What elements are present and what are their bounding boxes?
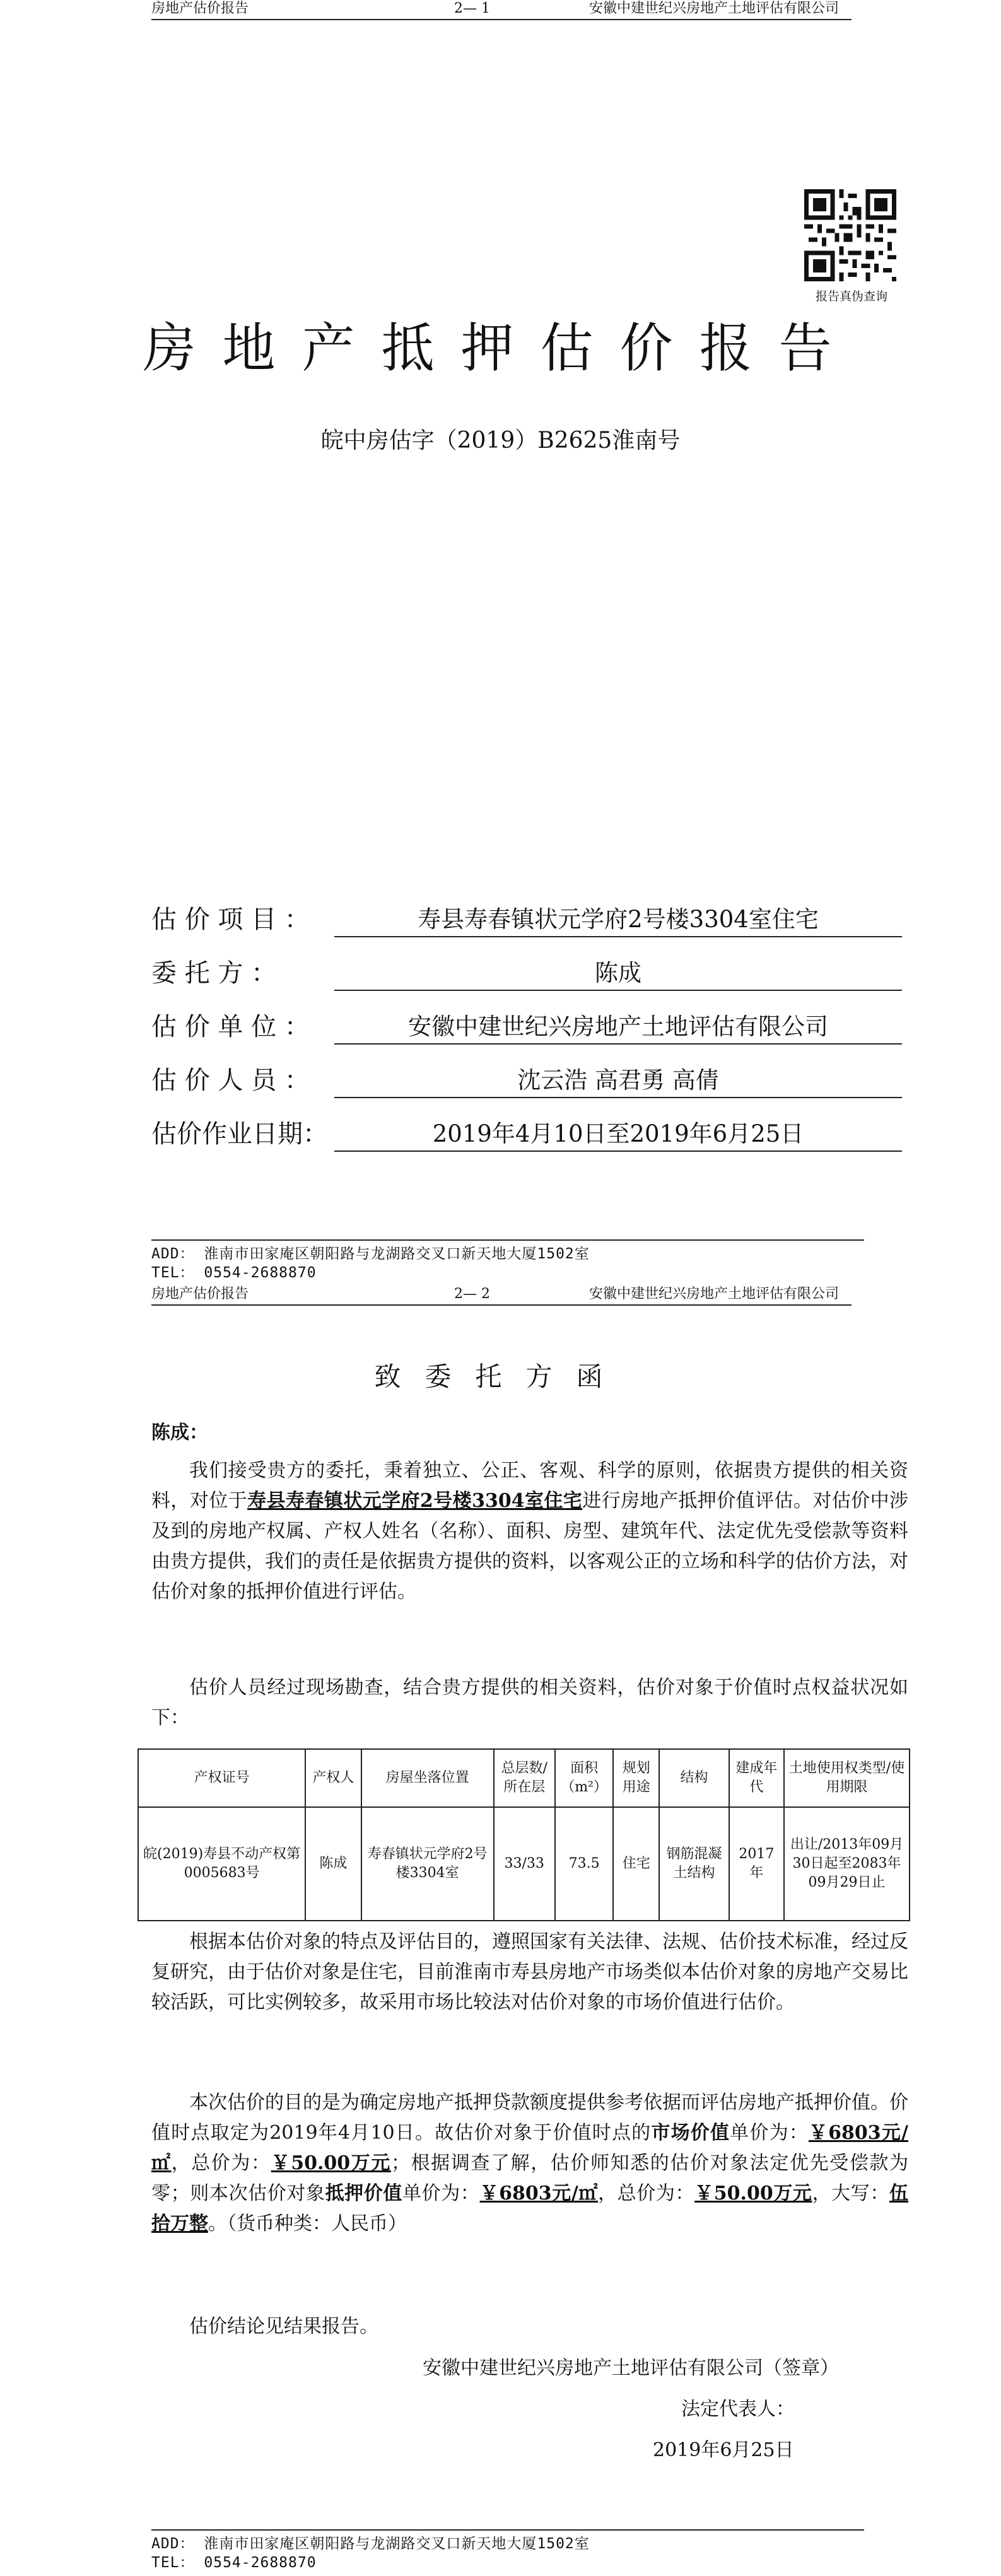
para-text: ，总价为： [171,2152,271,2174]
info-value: 沈云浩 高君勇 高倩 [334,1063,902,1098]
table-header-cell: 建成年代 [729,1749,784,1807]
footer-tel: TEL： 0554-2688870 [151,1265,317,1281]
info-row-appraiser-company [151,1009,908,1047]
table-cell: 陈成 [305,1807,361,1921]
mortgage-total-price: ￥50.00万元 [694,2182,812,2204]
table-cell: 皖(2019)寿县不动产权第0005683号 [138,1807,305,1921]
page1-footer [151,1239,864,1282]
page1-running-header [151,0,852,20]
table-header-cell: 结构 [659,1749,729,1807]
footer-tel: TEL： 0554-2688870 [151,2555,317,2571]
header-left: 房地产估价报告 [151,1,249,16]
table-header-row [138,1749,910,1807]
mortgage-unit-price: ￥6803元/㎡ [479,2182,599,2204]
market-total-price: ￥50.00万元 [271,2152,391,2174]
para-text: 我们接受贵方的委托，秉着独立、公正、客观、科学的原则，依据贵方提供的相关资料，对位于 [151,1460,908,1512]
header-company: 安徽中建世纪兴房地产土地评估有限公司 [588,1286,839,1302]
qr-code-icon[interactable] [804,189,896,281]
table-header-cell: 土地使用权类型/使用期限 [784,1749,910,1807]
paragraph-see-results: 估价结论见结果报告。 [189,2315,378,2338]
market-unit-price: ￥6803元/㎡ [151,2122,909,2174]
paragraph-commission [151,1456,908,1607]
table-cell: 出让/2013年09月30日起至2083年09月29日止 [784,1807,910,1921]
table-header-cell: 产权人 [305,1749,361,1807]
info-label: 估 价 项 目 ： [151,905,310,934]
info-row-project [151,902,908,940]
table-cell: 钢筋混凝土结构 [659,1807,729,1921]
salutation: 陈成： [151,1422,208,1444]
table-header-cell: 规划用途 [613,1749,659,1807]
table-cell: 住宅 [613,1807,659,1921]
table-cell: 2017年 [729,1807,784,1921]
info-value: 陈成 [334,956,902,991]
table-header-cell: 产权证号 [138,1749,305,1807]
para-text: 单价为： [730,2122,809,2144]
table-row [138,1807,910,1921]
para-text: 。（货币种类：人民币） [208,2213,407,2235]
header-page-number: 2— 2 [454,1286,490,1302]
property-rights-table [138,1748,910,1921]
info-row-work-period [151,1116,908,1154]
table-cell: 73.5 [555,1807,613,1921]
letter-title: 致委托方函 [374,1361,627,1392]
market-value-label: 市场价值 [651,2122,730,2144]
paragraph-conclusion [151,2088,908,2239]
footer-address: ADD： 淮南市田家庵区朝阳路与龙湖路交叉口新天地大厦1502室 [151,2536,590,2552]
header-left: 房地产估价报告 [151,1286,249,1302]
para-text: ，总价为： [598,2182,695,2204]
mortgage-value-label: 抵押价值 [325,2182,403,2204]
info-row-client [151,956,908,993]
page2-footer [151,2529,864,2572]
info-value: 寿县寿春镇状元学府2号楼3304室住宅 [334,902,902,937]
table-header-cell: 房屋坐落位置 [361,1749,494,1807]
header-company: 安徽中建世纪兴房地产土地评估有限公司 [588,1,839,16]
para-text: 单价为： [402,2182,480,2204]
report-number: 皖中房估字（2019）B2625淮南号 [320,428,681,454]
info-label: 估 价 人 员 ： [151,1066,310,1095]
subject-property: 寿县寿春镇状元学府2号楼3304室住宅 [247,1490,583,1512]
amount-in-words: 伍拾万整 [151,2182,909,2235]
paragraph-method: 根据本估价对象的特点及评估目的，遵照国家有关法律、法规、估价技术标准，经过反复研究，由于估价对象是住宅，目前淮南市寿县房地产市场类似本估价对象的房地产交易比较活跃，可比实例较多，故采用市场比较法对估价对象的市场价值进行估价。 [151,1931,908,2013]
header-page-number: 2— 1 [454,1,490,16]
para-text: 本次估价的目的是为确定房地产抵押贷款额度提供参考依据而评估房地产抵押价值。价值时点取定为2019年4月10日。故估价对象于价值时点的 [151,2092,908,2144]
footer-address: ADD： 淮南市田家庵区朝阳路与龙湖路交叉口新天地大厦1502室 [151,1246,590,1262]
table-header-cell: 面积（m²） [555,1749,613,1807]
signature-company: 安徽中建世纪兴房地产土地评估有限公司（签章） [423,2357,839,2379]
info-value: 安徽中建世纪兴房地产土地评估有限公司 [334,1009,902,1045]
info-value: 2019年4月10日至2019年6月25日 [334,1116,902,1152]
para-text: ；根据调查了解，估价师知悉的估价对象法定优先受偿款为零；则本次估价对象 [151,2152,909,2204]
info-label: 估价作业日期： [151,1120,328,1149]
paragraph-survey: 估价人员经过现场勘查，结合贵方提供的相关资料，估价对象于价值时点权益状况如下： [151,1677,908,1729]
report-title: 房地产抵押估价报告 [143,317,858,379]
signature-date: 2019年6月25日 [653,2439,794,2461]
table-cell: 33/33 [494,1807,555,1921]
para-text: ，大写： [812,2182,890,2204]
legal-representative: 法定代表人： [681,2398,795,2420]
table-header-cell: 总层数/所在层 [494,1749,555,1807]
para-text: 进行房地产抵押价值评估。对估价中涉及到的房地产权属、产权人姓名（名称）、面积、房型、建筑年代、法定优先受偿款等资料由贵方提供，我们的责任是依据贵方提供的资料，以客观公正的立场和科学的估价方法，对估价对象的抵押价值进行评估。 [151,1490,909,1603]
info-label: 委 托 方 ： [151,959,277,988]
qr-caption: 报告真伪查询 [815,290,887,303]
info-label: 估 价 单 位 ： [151,1012,310,1041]
info-row-appraisers [151,1063,908,1101]
page2-running-header [151,1285,852,1306]
table-cell: 寿春镇状元学府2号楼3304室 [361,1807,494,1921]
